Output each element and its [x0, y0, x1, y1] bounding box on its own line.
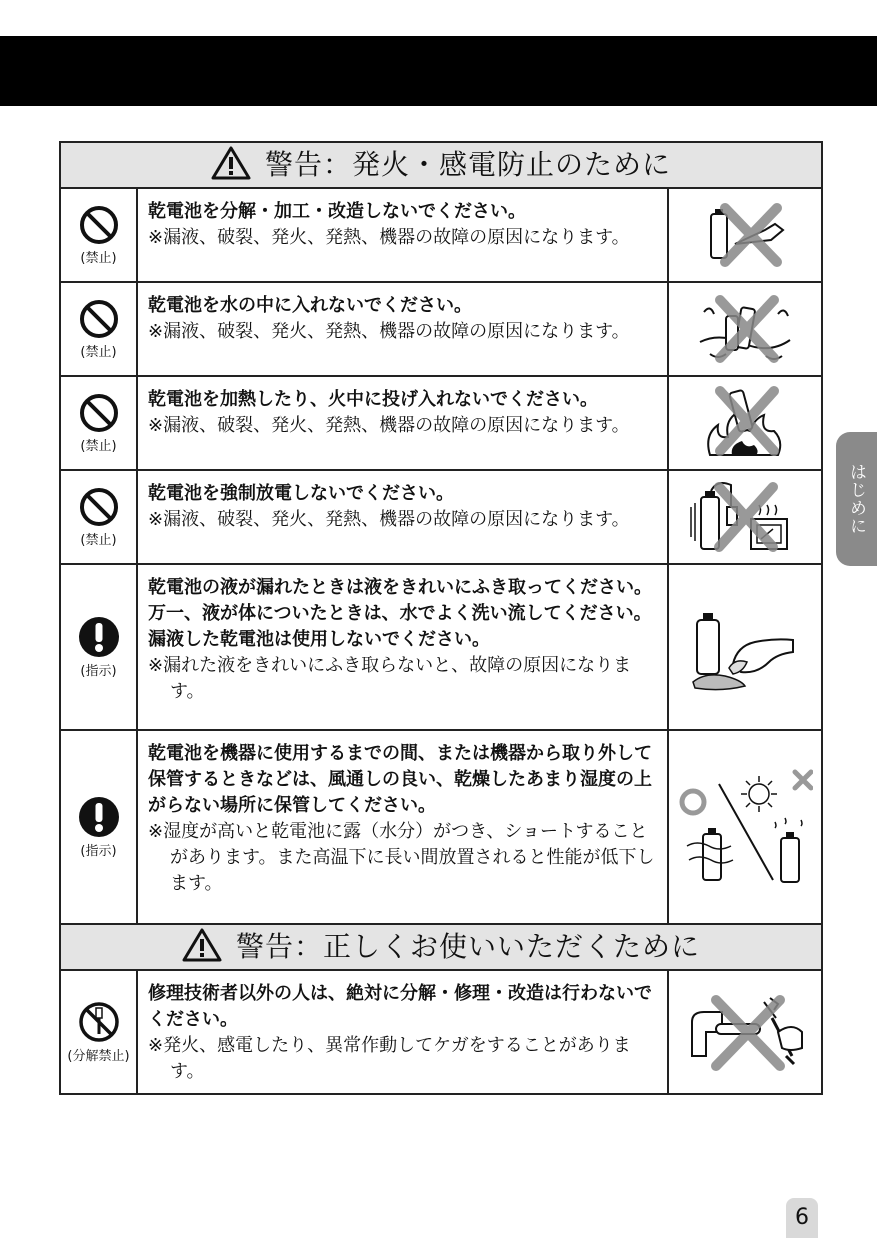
warning-main-text: 乾電池を機器に使用するまでの間、または機器から取り外して保管するときなどは、風通しの良い、乾燥したあまり湿度の上がらない場所に保管してください。: [148, 743, 652, 816]
warning-note-text: ※漏液、破裂、発火、発熱、機器の故障の原因になります。: [148, 415, 630, 436]
prohibition-symbol: [60, 470, 137, 564]
symbol-caption: (禁止): [80, 438, 117, 454]
symbol-caption: (禁止): [80, 250, 117, 266]
no-disassembly-symbol: [60, 970, 137, 1094]
warning-note-text: ※漏液、破裂、発火、発熱、機器の故障の原因になります。: [148, 321, 630, 342]
instruction-symbol: [60, 564, 137, 730]
illustration-storage-conditions: [668, 730, 822, 924]
warning-text: [137, 564, 668, 730]
warning-note-text: ※湿度が高いと乾電池に露（水分）がつき、ショートすることがあります。また高温下に長い間放置されると性能が低下します。: [148, 821, 655, 894]
symbol-caption: (指示): [80, 663, 117, 679]
warning-main-text: 修理技術者以外の人は、絶対に分解・修理・改造は行わないでください。: [148, 983, 652, 1030]
section-header-correct-use: [60, 924, 822, 970]
warning-text: [137, 730, 668, 924]
warning-note-text: ※漏れた液をきれいにふき取らないと、故障の原因になります。: [148, 655, 632, 702]
illustration-disassemble-battery: [668, 188, 822, 282]
warning-text: [137, 376, 668, 470]
warning-table: [59, 141, 823, 1095]
instruction-icon: [78, 616, 120, 658]
prohibition-symbol: [60, 282, 137, 376]
illustration-forced-discharge: [668, 470, 822, 564]
warning-text: [137, 282, 668, 376]
warning-main-text: 乾電池を強制放電しないでください。: [148, 483, 454, 504]
warning-main-text: 乾電池の液が漏れたときは液をきれいにふき取ってください。万一、液が体についたときは、水でよく洗い流してください。漏液した乾電池は使用しないでください。: [148, 577, 652, 650]
symbol-caption: (禁止): [80, 344, 117, 360]
warning-triangle-icon: [182, 928, 222, 969]
warning-triangle-icon: [211, 146, 251, 187]
warning-main-text: 乾電池を水の中に入れないでください。: [148, 295, 472, 316]
illustration-no-repair: [668, 970, 822, 1094]
instruction-symbol: [60, 730, 137, 924]
section-header-fire-shock: [60, 142, 822, 188]
warning-text: [137, 470, 668, 564]
prohibition-icon: [79, 487, 119, 527]
no-disassembly-icon: [78, 1001, 120, 1043]
prohibition-icon: [79, 205, 119, 245]
chapter-tab[interactable]: [836, 432, 877, 566]
illustration-battery-in-fire: [668, 376, 822, 470]
prohibition-symbol: [60, 376, 137, 470]
warning-note-text: ※漏液、破裂、発火、発熱、機器の故障の原因になります。: [148, 227, 630, 248]
prohibition-symbol: [60, 188, 137, 282]
symbol-caption: (禁止): [80, 532, 117, 548]
prohibition-icon: [79, 299, 119, 339]
prohibition-icon: [79, 393, 119, 433]
instruction-icon: [78, 796, 120, 838]
warning-main-text: 乾電池を分解・加工・改造しないでください。: [148, 201, 526, 222]
warning-note-text: ※発火、感電したり、異常作動してケガをすることがあります。: [148, 1035, 631, 1082]
chapter-tab-label: はじめに: [846, 463, 866, 535]
top-black-band: [0, 36, 877, 106]
warning-main-text: 乾電池を加熱したり、火中に投げ入れないでください。: [148, 389, 598, 410]
section-title: 警告：正しくお使いいただくために: [236, 930, 701, 963]
section-title: 警告：発火・感電防止のために: [265, 148, 672, 181]
symbol-caption: (分解禁止): [67, 1048, 130, 1064]
symbol-caption: (指示): [80, 843, 117, 859]
illustration-wipe-leaked-fluid: [668, 564, 822, 730]
warning-text: [137, 970, 668, 1094]
page-number: 6: [786, 1198, 818, 1238]
illustration-battery-in-water: [668, 282, 822, 376]
warning-note-text: ※漏液、破裂、発火、発熱、機器の故障の原因になります。: [148, 509, 630, 530]
warning-text: [137, 188, 668, 282]
